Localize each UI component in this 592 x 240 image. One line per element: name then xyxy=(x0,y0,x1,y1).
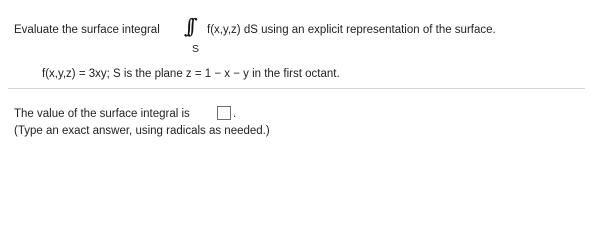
answer-input[interactable] xyxy=(217,106,231,120)
double-integral-symbol: ∫∫ xyxy=(184,14,191,38)
answer-hint: (Type an exact answer, using radicals as needed.) xyxy=(14,125,270,137)
function-statement: f(x,y,z) = 3xy; S is the plane z = 1 − x − y in the first octant. xyxy=(42,68,340,80)
answer-prompt: The value of the surface integral is xyxy=(14,108,190,120)
answer-period: . xyxy=(233,108,237,120)
integral-subscript: S xyxy=(192,43,200,55)
prompt-text-before: Evaluate the surface integral xyxy=(14,24,160,36)
prompt-text-after: f(x,y,z) dS using an explicit representation of the surface. xyxy=(207,24,496,36)
section-divider xyxy=(8,88,585,89)
